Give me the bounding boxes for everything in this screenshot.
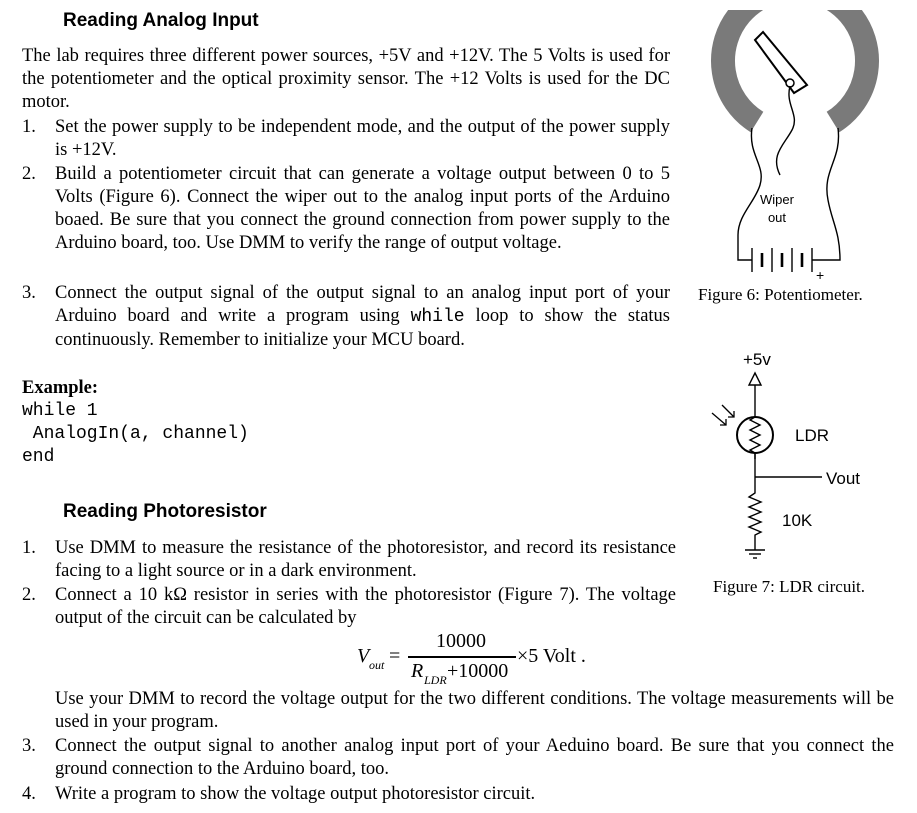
inline-code: while xyxy=(410,307,465,327)
light-arrows-icon xyxy=(712,405,734,425)
example-label: Example: xyxy=(22,378,99,398)
supply-label: +5v xyxy=(743,350,771,369)
eq-lhs-v: V xyxy=(357,645,370,667)
supply-arrow-icon xyxy=(749,373,761,385)
eq-numerator: 10000 xyxy=(436,630,486,652)
eq-den-sub: LDR xyxy=(424,673,447,687)
section-heading-analog-input: Reading Analog Input xyxy=(63,10,259,31)
battery-plus: + xyxy=(816,267,825,283)
wiper-label: out xyxy=(767,210,787,225)
wiper-arm xyxy=(755,32,807,93)
ldr-circuit-diagram xyxy=(700,345,900,580)
list-number: 2. xyxy=(22,164,36,184)
eq-den-rest: +10000 xyxy=(447,660,509,682)
lead-wire-right xyxy=(812,128,840,260)
list-number: 2. xyxy=(22,585,36,605)
list-number: 4. xyxy=(22,784,36,804)
lead-wire-left xyxy=(738,128,761,260)
figure7-caption: Figure 7: LDR circuit. xyxy=(713,577,866,596)
section-heading-photoresistor: Reading Photoresistor xyxy=(63,501,267,522)
potentiometer-diagram xyxy=(700,10,900,290)
eq-den-r: R xyxy=(411,660,424,682)
list-text-part: Connect the output signal of the output signal to an analog input port of your Arduino board and write a program using xyxy=(55,283,670,326)
list-number: 1. xyxy=(22,117,36,137)
list-text-part: loop to show the status continuously. Remember to initialize your MCU board. xyxy=(55,306,670,350)
eq-fraction-bar xyxy=(408,656,516,658)
eq-tail: ×5 Volt . xyxy=(517,645,586,667)
list-number: 3. xyxy=(22,283,36,303)
eq-equals: = xyxy=(389,645,401,667)
wiper-wire xyxy=(777,86,795,175)
resistive-track xyxy=(723,10,867,122)
list-number: 1. xyxy=(22,538,36,558)
ldr-label: LDR xyxy=(795,426,830,445)
code-line: AnalogIn(a, channel) xyxy=(22,424,249,444)
vout-label: Vout xyxy=(826,469,861,488)
list-text: Connect a 10 kΩ resistor in series with the photoresistor (Figure 7). The voltage output of the circuit can be calculated by xyxy=(55,585,676,628)
resistor-label: 10K xyxy=(782,511,813,530)
list-text: Use DMM to measure the resistance of the photoresistor, and record its resistance facing to a light source or in a dark environment. xyxy=(55,538,676,581)
wiper-label: Wiper xyxy=(760,192,794,207)
list-text xyxy=(55,282,670,352)
list-text: Use your DMM to record the voltage output for the two different conditions. The voltage measurements will be used in your program. xyxy=(55,689,894,732)
list-text: Set the power supply to be independent mode, and the output of the power supply is +12V. xyxy=(55,117,670,160)
code-line: while 1 xyxy=(22,401,98,421)
list-text: Write a program to show the voltage output photoresistor circuit. xyxy=(55,784,536,804)
code-line: end xyxy=(22,447,55,467)
eq-lhs-sub: out xyxy=(369,658,385,672)
battery-icon xyxy=(752,248,812,272)
list-number: 3. xyxy=(22,736,36,756)
figure6-caption: Figure 6: Potentiometer. xyxy=(698,285,863,304)
intro-paragraph: The lab requires three different power sources, +5V and +12V. The 5 Volts is used for the potentiometer and the optical proximity sensor. The +12 Volts is used for the DC motor. xyxy=(22,46,670,112)
list-text: Connect the output signal to another analog input port of your Aeduino board. Be sure that you connect the ground connection to the Arduino board, too. xyxy=(55,736,894,779)
list-text: Build a potentiometer circuit that can generate a voltage output between 0 to 5 Volts (Figure 6). Connect the wiper out to the analog input ports of the Arduino boaed. Be sure that you connect the ground connection from power supply to the Arduino board, too. Use DMM to verify the range of output voltage. xyxy=(55,164,670,253)
ground-icon xyxy=(745,550,765,558)
resistor-icon xyxy=(749,485,761,550)
